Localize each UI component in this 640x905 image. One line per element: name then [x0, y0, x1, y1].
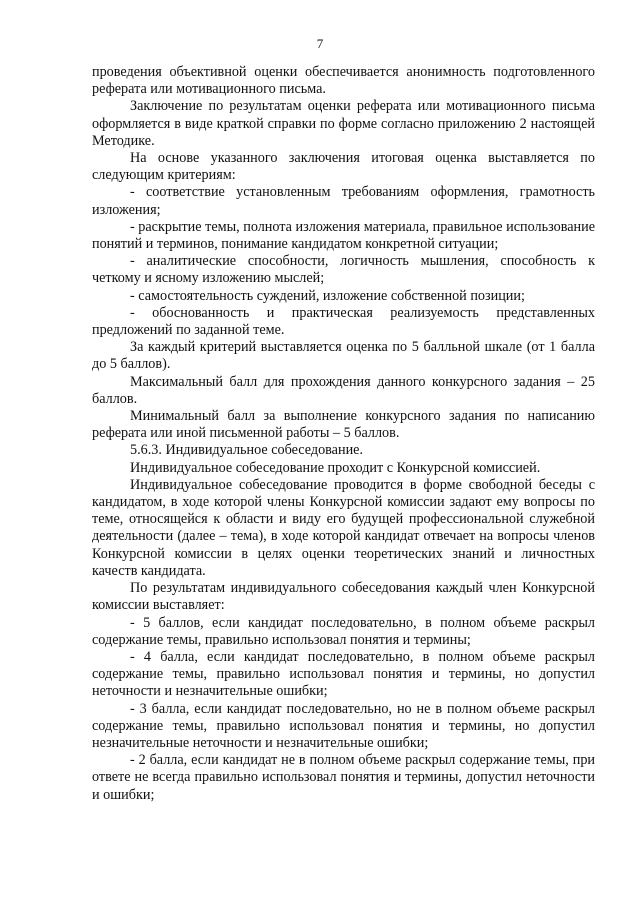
paragraph-max-score: Максимальный балл для прохождения данного конкурсного задания – 25 баллов. [92, 373, 595, 407]
score-item: - 3 балла, если кандидат последовательно, но не в полном объеме раскрыл содержание темы, правильно использовал понятия и термины, но допустил незначительные неточности и незначительные ошибки; [92, 700, 595, 751]
section-heading: 5.6.3. Индивидуальное собеседование. [130, 442, 364, 459]
paragraph-results: По результатам индивидуального собеседования каждый член Конкурсной комиссии выставляет: [92, 580, 595, 614]
paragraph-min-score: Минимальный балл за выполнение конкурсного задания по написанию реферата или иной письменной работы – 5 баллов. [92, 408, 595, 442]
paragraph-criteria-intro: На основе указанного заключения итоговая оценка выставляется по следующим критериям: [92, 150, 595, 184]
paragraph-scale: За каждый критерий выставляется оценка по 5 балльной шкале (от 1 балла до 5 баллов). [92, 339, 595, 373]
score-item: - 5 баллов, если кандидат последовательно, в полном объеме раскрыл содержание темы, правильно использовал понятия и термины; [92, 614, 595, 648]
page-number: 7 [316, 36, 324, 51]
paragraph-interview: Индивидуальное собеседование проходит с Конкурсной комиссией. [130, 459, 541, 476]
criteria-item: - соответствие установленным требованиям оформления, грамотность изложения; [92, 184, 595, 218]
criteria-item: - самостоятельность суждений, изложение собственной позиции; [130, 287, 525, 304]
criteria-item: - аналитические способности, логичность мышления, способность к четкому и ясному изложению мыслей; [92, 253, 595, 287]
score-item: - 4 балла, если кандидат последовательно, в полном объеме раскрыл содержание темы, правильно использовал понятия и термины, но допустил неточности и незначительные ошибки; [92, 648, 595, 700]
document-body [92, 64, 595, 804]
criteria-item: - обоснованность и практическая реализуемость представленных предложений по заданной теме. [92, 304, 595, 339]
paragraph-conclusion: Заключение по результатам оценки реферата или мотивационного письма оформляется в виде краткой справки по форме согласно приложению 2 настоящей Методике. [92, 98, 595, 149]
criteria-item: - раскрытие темы, полнота изложения материала, правильное использование понятий и терминов, понимание кандидатом конкретной ситуации; [92, 218, 595, 253]
paragraph-continuation: проведения объективной оценки обеспечивается анонимность подготовленного реферата или мотивационного письма. [92, 64, 595, 98]
paragraph-interview-format: Индивидуальное собеседование проводится в форме свободной беседы с кандидатом, в ходе которой члены Конкурсной комиссии задают ему вопросы по теме, относящейся к области и виду его будущей профессиональной служебной деятельности (далее – тема), в ходе которой кандидат отвечает на вопросы членов Конкурсной комиссии в целях оценки теоретических знаний и личностных качеств кандидата. [92, 476, 595, 579]
score-item: - 2 балла, если кандидат не в полном объеме раскрыл содержание темы, при ответе не всегда правильно использовал понятия и термины, допустил неточности и ошибки; [92, 752, 595, 803]
